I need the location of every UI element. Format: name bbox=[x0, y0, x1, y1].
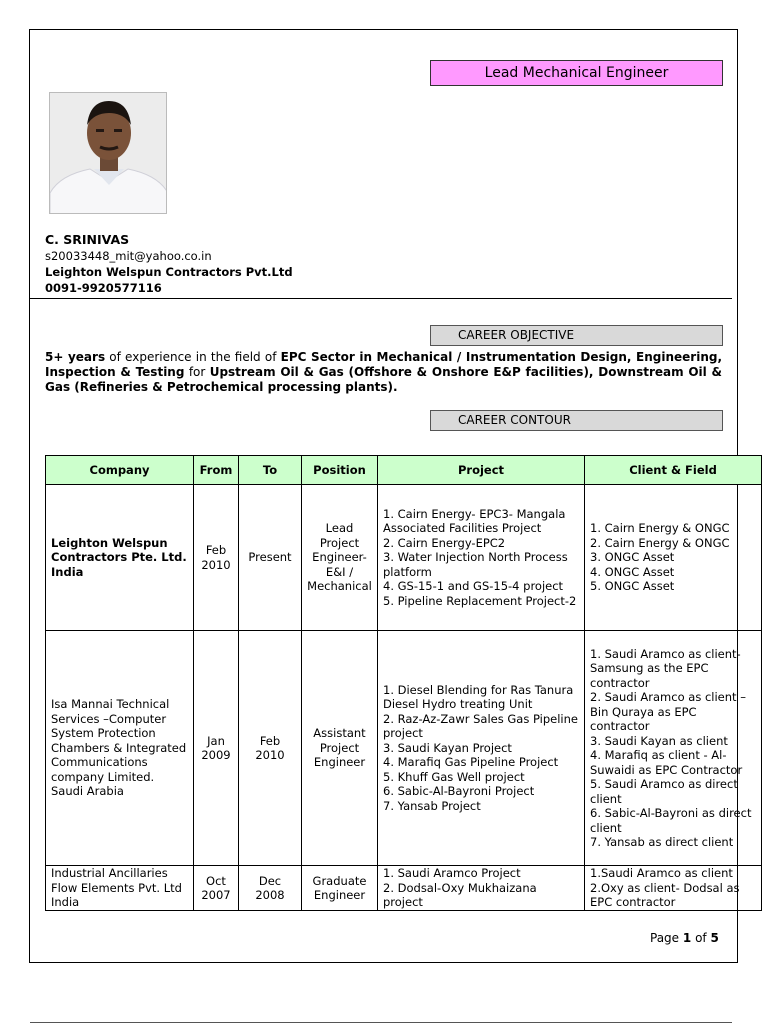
cell-projects bbox=[378, 631, 585, 866]
cell-position: Lead Project Engineer- E&I / Mechanical bbox=[302, 485, 378, 631]
project-item: 3. Saudi Kayan Project bbox=[383, 740, 512, 755]
project-item: 1. Cairn Energy- EPC3- Mangala Associated Facilities Project bbox=[383, 506, 566, 536]
table-row bbox=[46, 631, 762, 866]
candidate-name: C. SRINIVAS bbox=[45, 232, 130, 247]
project-item: 3. Water Injection North Process platform bbox=[383, 550, 568, 579]
candidate-email[interactable]: s20033448_mit@yahoo.co.in bbox=[45, 249, 212, 263]
career-objective-text bbox=[45, 350, 722, 395]
project-item: 4. GS-15-1 and GS-15-4 project bbox=[383, 579, 564, 594]
project-item: 2. Cairn Energy-EPC2 bbox=[383, 535, 506, 550]
project-item: 2. Dodsal-Oxy Mukhaizana project bbox=[383, 880, 537, 910]
table-row bbox=[46, 485, 762, 631]
cell-from: Feb 2010 bbox=[194, 485, 239, 631]
career-objective-heading bbox=[430, 325, 723, 346]
project-item: 1. Saudi Aramco Project bbox=[383, 866, 521, 881]
objective-part: for bbox=[184, 365, 210, 379]
client-item: 2.Oxy as client- Dodsal as EPC contractor bbox=[590, 880, 740, 910]
project-item: 5. Khuff Gas Well project bbox=[383, 769, 525, 784]
client-item: 4. ONGC Asset bbox=[590, 564, 675, 579]
cell-from: Oct 2007 bbox=[194, 866, 239, 911]
header-from: From bbox=[194, 456, 239, 485]
resume-title-text: Lead Mechanical Engineer bbox=[484, 65, 669, 81]
cell-to: Feb 2010 bbox=[239, 631, 302, 866]
client-item: 5. ONGC Asset bbox=[590, 579, 675, 594]
cell-company: Leighton Welspun Contractors Pte. Ltd. India bbox=[46, 485, 194, 631]
page-total: 5 bbox=[710, 931, 719, 945]
project-item: 7. Yansab Project bbox=[383, 798, 481, 813]
project-item: 4. Marafiq Gas Pipeline Project bbox=[383, 755, 559, 770]
career-table bbox=[45, 455, 762, 911]
client-item: 2. Cairn Energy & ONGC bbox=[590, 535, 730, 550]
person-photo-icon bbox=[50, 93, 167, 214]
cell-projects bbox=[378, 485, 585, 631]
resume-title bbox=[430, 60, 723, 86]
profile-photo bbox=[49, 92, 167, 214]
page-number bbox=[650, 931, 719, 945]
header-company: Company bbox=[46, 456, 194, 485]
client-item: 1. Saudi Aramco as client- Samsung as the EPC contractor bbox=[590, 646, 741, 690]
objective-part: of experience in the field of bbox=[105, 350, 281, 364]
header-position: Position bbox=[302, 456, 378, 485]
next-page-edge bbox=[30, 1022, 732, 1023]
cell-position: Graduate Engineer bbox=[302, 866, 378, 911]
cell-clients bbox=[585, 866, 762, 911]
career-contour-heading bbox=[430, 410, 723, 431]
client-item: 7. Yansab as direct client bbox=[590, 835, 734, 849]
cell-from: Jan 2009 bbox=[194, 631, 239, 866]
project-item: 5. Pipeline Replacement Project-2 bbox=[383, 593, 577, 608]
cell-position: Assistant Project Engineer bbox=[302, 631, 378, 866]
client-item: 3. Saudi Kayan as client bbox=[590, 733, 728, 748]
cell-clients bbox=[585, 631, 762, 866]
header-project: Project bbox=[378, 456, 585, 485]
cell-to: Dec 2008 bbox=[239, 866, 302, 911]
candidate-company: Leighton Welspun Contractors Pvt.Ltd bbox=[45, 265, 293, 279]
objective-years: 5+ years bbox=[45, 350, 106, 364]
header-divider bbox=[30, 298, 732, 299]
cell-projects bbox=[378, 866, 585, 911]
career-objective-heading-text: CAREER OBJECTIVE bbox=[458, 328, 575, 342]
objective-fields: Upstream Oil & Gas (Offshore & Onshore E&P facilities), Downstream Oil & Gas (Refineries & Petrochemical processing plants). bbox=[45, 365, 722, 394]
table-row bbox=[46, 866, 762, 911]
client-item: 6. Sabic-Al-Bayroni as direct client bbox=[590, 806, 752, 835]
client-item: 1. Cairn Energy & ONGC bbox=[590, 521, 730, 536]
cell-to: Present bbox=[239, 485, 302, 631]
cell-clients bbox=[585, 485, 762, 631]
client-item: 4. Marafiq as client - Al-Suwaidi as EPC Contractor bbox=[590, 748, 743, 777]
client-item: 3. ONGC Asset bbox=[590, 550, 675, 565]
cell-company: Industrial Ancillaries Flow Elements Pvt. Ltd India bbox=[46, 866, 194, 911]
client-item: 5. Saudi Aramco as direct client bbox=[590, 777, 738, 806]
objective-sector: EPC Sector in Mechanical / Instrumentation Design, Engineering, Inspection & Testing bbox=[45, 350, 723, 379]
career-contour-heading-text: CAREER CONTOUR bbox=[458, 413, 571, 427]
candidate-phone: 0091-9920577116 bbox=[45, 281, 162, 295]
project-item: 6. Sabic-Al-Bayroni Project bbox=[383, 784, 535, 799]
page-of: of bbox=[695, 931, 707, 945]
client-item: 2. Saudi Aramco as client – Bin Quraya as EPC contractor bbox=[590, 690, 746, 733]
header-client-field: Client & Field bbox=[585, 456, 762, 485]
project-item: 1. Diesel Blending for Ras Tanura Diesel Hydro treating Unit bbox=[383, 682, 574, 712]
page-label: Page bbox=[650, 931, 680, 945]
page-current: 1 bbox=[682, 931, 692, 945]
project-item: 2. Raz-Az-Zawr Sales Gas Pipeline project bbox=[383, 711, 578, 741]
client-item: 1.Saudi Aramco as client bbox=[590, 866, 733, 881]
cell-company: Isa Mannai Technical Services –Computer System Protection Chambers & Integrated Communications company Limited. Saudi Arabia bbox=[46, 631, 194, 866]
header-to: To bbox=[239, 456, 302, 485]
contact-block bbox=[45, 232, 293, 296]
table-header-row bbox=[46, 456, 762, 485]
